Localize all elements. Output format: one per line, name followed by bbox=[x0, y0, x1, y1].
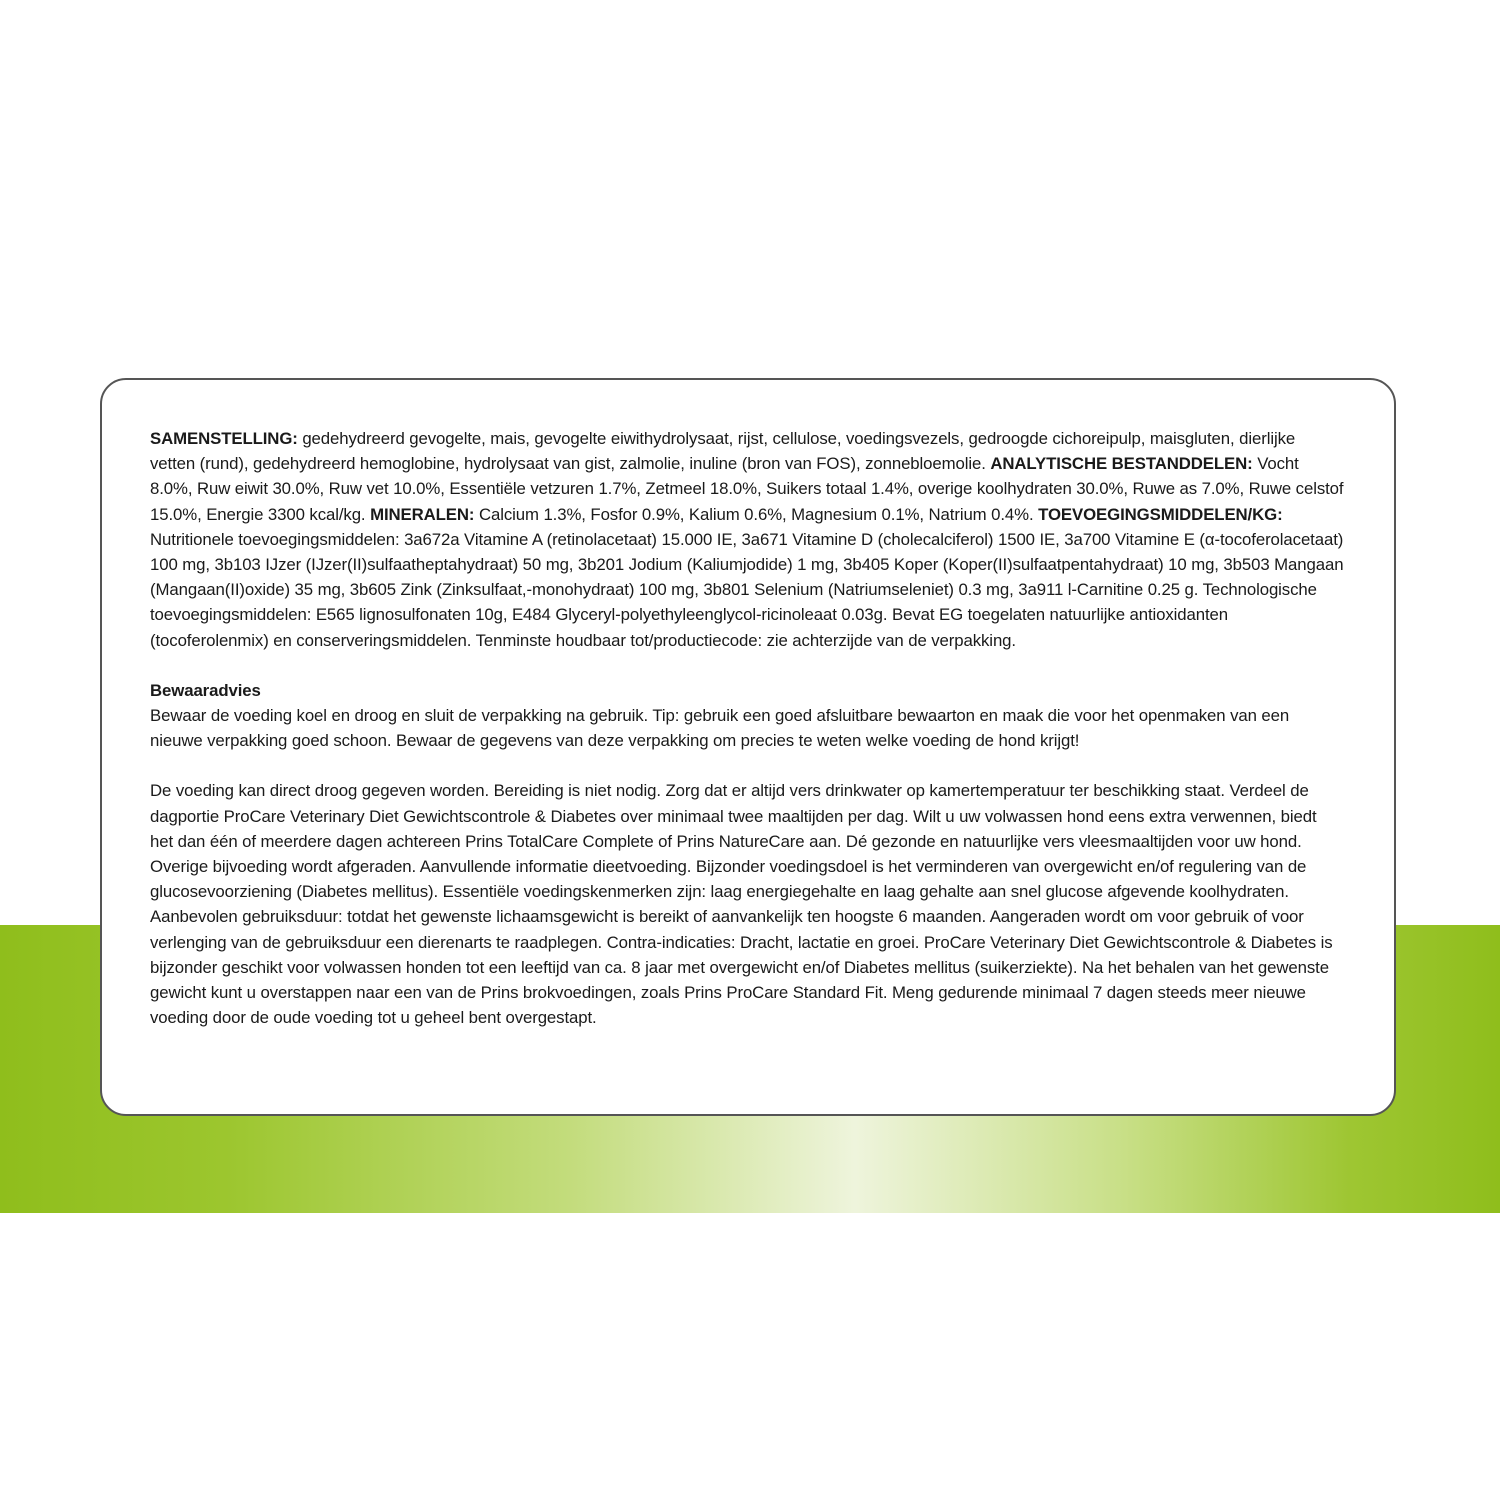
label-text-card bbox=[100, 378, 1396, 1116]
feeding-text: De voeding kan direct droog gegeven worden. Bereiding is niet nodig. Zorg dat er altijd vers drinkwater op kamertemperatuur ter beschikking staat. Verdeel de dagportie ProCare Veterinary Diet Gewichtscontrole & Diabetes over minimaal twee maaltijden per dag. Wilt u uw volwassen hond eens extra verwennen, biedt het dan één of meerdere dagen achtereen Prins TotalCare Complete of Prins NatureCare aan. Dé gezonde en natuurlijke vers vleesmaaltijden voor uw hond. Overige bijvoeding wordt afgeraden. Aanvullende informatie dieetvoeding. Bijzonder voedingsdoel is het verminderen van overgewicht en/of regulering van de glucosevoorziening (Diabetes mellitus). Essentiële voedingskenmerken zijn: laag energiegehalte en laag gehalte aan snel glucose afgevende koolhydraten. Aanbevolen gebruiksduur: totdat het gewenste lichaamsgewicht is bereikt of aanvankelijk ten hoogste 6 maanden. Aangeraden wordt om voor gebruik of voor verlenging van de gebruiksduur een dierenarts te raadplegen. Contra-indicaties: Dracht, lactatie en groei. ProCare Veterinary Diet Gewichtscontrole & Diabetes is bijzonder geschikt voor volwassen honden tot een leeftijd van ca. 8 jaar met overgewicht en/of Diabetes mellitus (suikerziekte). Na het behalen van het gewenste gewicht kunt u overstappen naar een van de Prins brokvoedingen, zoals Prins ProCare Standard Fit. Meng gedurende minimaal 7 dagen steeds meer nieuwe voeding door de oude voeding tot u geheel bent overgestapt. bbox=[150, 781, 1333, 1028]
composition-heading: SAMENSTELLING: bbox=[150, 429, 298, 448]
analytical-text: Vocht 8.0%, Ruw eiwit 30.0%, Ruw vet 10.0%, Essentiële vetzuren 1.7%, Zetmeel 18.0%, Suikers totaal 1.4%, overige koolhydraten 30.0%, Ruwe as 7.0%, Ruwe celstof 15.0%, Energie 3300 kcal/kg. bbox=[150, 454, 1344, 524]
storage-text: Bewaar de voeding koel en droog en sluit de verpakking na gebruik. Tip: gebruik een goed afsluitbare bewaarton en maak die voor het openmaken van een nieuwe verpakking goed schoon. Bewaar de gegevens van deze verpakking om precies te weten welke voeding de hond krijgt! bbox=[150, 706, 1290, 751]
additives-text: Nutritionele toevoegingsmiddelen: 3a672a Vitamine A (retinolacetaat) 15.000 IE, 3a671 Vitamine D (cholecalciferol) 1500 IE, 3a700 Vitamine E (α-tocoferolacetaat) 100 mg, 3b103 IJzer (IJzer(II)sulfaatheptahydraat) 50 mg, 3b201 Jodium (Kaliumjodide) 1 mg, 3b405 Koper (Koper(II)sulfaatpentahydraat) 10 mg, 3b503 Mangaan (Mangaan(II)oxide) 35 mg, 3b605 Zink (Zinksulfaat,-monohydraat) 100 mg, 3b801 Selenium (Natriumseleniet) 0.3 mg, 3a911 l-Carnitine 0.25 g. Technologische toevoegingsmiddelen: E565 lignosulfonaten 10g, E484 Glyceryl-polyethyleenglycol-ricinoleaat 0.03g. Bevat EG toegelaten natuurlijke antioxidanten (tocoferolenmix) en conserveringsmiddelen. Tenminste houdbaar tot/productiecode: zie achterzijde van de verpakking. bbox=[150, 529, 1344, 650]
minerals-text: Calcium 1.3%, Fosfor 0.9%, Kalium 0.6%, Magnesium 0.1%, Natrium 0.4%. bbox=[474, 504, 1039, 524]
additives-heading: TOEVOEGINGSMIDDELEN/KG: bbox=[1038, 504, 1283, 524]
storage-heading: Bewaaradvies bbox=[150, 680, 261, 700]
composition-paragraph bbox=[150, 426, 1344, 653]
analytical-heading: ANALYTISCHE BESTANDDELEN: bbox=[990, 454, 1253, 474]
minerals-heading: MINERALEN: bbox=[370, 504, 475, 524]
composition-text: gedehydreerd gevogelte, mais, gevogelte eiwithydrolysaat, rijst, cellulose, voedingsvezels, gedroogde cichoreipulp, maisgluten, dierlijke vetten (rund), gedehydreerd hemoglobine, hydrolysaat van gist, zalmolie, inuline (bron van FOS), zonnebloemolie. bbox=[150, 429, 1296, 474]
